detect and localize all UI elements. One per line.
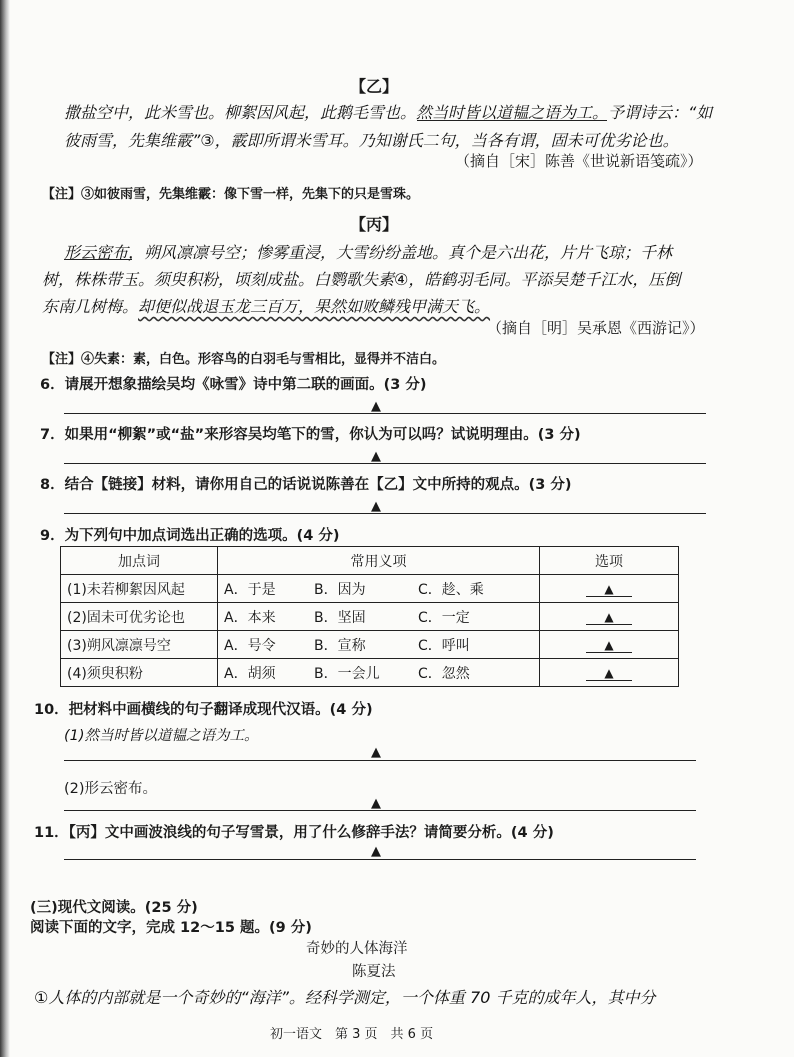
- answer-line-q10-2[interactable]: [64, 810, 696, 811]
- row-word: (3)朔风凛凛号空: [61, 631, 218, 659]
- section-3-title: (三)现代文阅读。(25 分): [30, 900, 198, 916]
- passage-yi-underline: [417, 120, 607, 121]
- question-7: 7．如果用“柳絮”或“盐”来形容吴均笔下的雪，你认为可以吗？试说明理由。(3 分): [40, 427, 581, 443]
- option-b: B．一会儿: [314, 665, 380, 682]
- answer-line-q11[interactable]: [64, 859, 696, 860]
- question-11: 11．【丙】文中画波浪线的句子写雪景，用了什么修辞手法？请简要分析。(4 分): [34, 825, 554, 841]
- question-10-part1: (1)然当时皆以道韫之语为工。: [64, 728, 259, 744]
- header-choice: 选项: [540, 547, 679, 575]
- row-options: [218, 575, 540, 603]
- passage-yi-heading: 【乙】: [350, 77, 399, 96]
- option-a: A．本来: [224, 609, 276, 626]
- question-6: 6．请展开想象描绘吴均《咏雪》诗中第二联的画面。(3 分): [40, 377, 427, 393]
- passage-bing-heading: 【丙】: [350, 215, 399, 234]
- answer-blank[interactable]: ▲: [586, 666, 632, 681]
- answer-mark-q10-1: ▲: [371, 745, 381, 760]
- passage-bing-underline: [64, 259, 132, 260]
- option-b: B．宣称: [314, 637, 366, 654]
- option-a: A．号令: [224, 637, 276, 654]
- row-choice[interactable]: [540, 659, 679, 687]
- options-table: [60, 546, 679, 687]
- answer-line-q6[interactable]: [64, 413, 706, 414]
- row-choice[interactable]: [540, 575, 679, 603]
- header-meanings: 常用义项: [218, 547, 540, 575]
- row-choice[interactable]: [540, 631, 679, 659]
- question-10-part2: (2)形云密布。: [64, 781, 158, 797]
- options-table-header: [61, 547, 679, 575]
- row-word: (4)须臾积粉: [61, 659, 218, 687]
- row-choice[interactable]: [540, 603, 679, 631]
- option-c: C．一定: [418, 609, 470, 626]
- passage-yi-source: （摘自［宋］陈善《世说新语笺疏》）: [455, 152, 703, 170]
- passage-bing-note: 【注】④失素：素，白色。形容鸟的白羽毛与雪相比，显得并不洁白。: [42, 352, 446, 367]
- passage-yi-line1-text: 撒盐空中，此米雪也。柳絮因风起，此鹅毛雪也。然当时皆以道韫之语为工。予谓诗云：“如: [64, 103, 713, 122]
- row-options: [218, 659, 540, 687]
- option-c: C．忽然: [418, 665, 470, 682]
- answer-blank[interactable]: ▲: [586, 582, 632, 597]
- passage-bing-source: （摘自［明］吴承恩《西游记》）: [487, 319, 705, 337]
- section-3-instruction: 阅读下面的文字，完成 12～15 题。(9 分): [30, 920, 312, 936]
- passage-yi-note: 【注】③如彼雨雪，先集维霰：像下雪一样，先集下的只是雪珠。: [42, 187, 420, 202]
- passage-bing-line3: [42, 294, 490, 317]
- row-word: (2)固未可优劣论也: [61, 603, 218, 631]
- page-footer: 初一语文 第 3 页 共 6 页: [270, 1027, 434, 1042]
- answer-blank[interactable]: ▲: [586, 638, 632, 653]
- question-8: 8．结合【链接】材料，请你用自己的话说说陈善在【乙】文中所持的观点。(3 分): [40, 477, 572, 493]
- article-author: 陈夏法: [352, 964, 396, 980]
- table-row: [61, 631, 679, 659]
- row-options: [218, 603, 540, 631]
- question-9: 9．为下列句中加点词选出正确的选项。(4 分): [40, 528, 340, 544]
- answer-mark-q11: ▲: [371, 844, 381, 859]
- table-row: [61, 659, 679, 687]
- question-10: 10．把材料中画横线的句子翻译成现代汉语。(4 分): [34, 702, 373, 718]
- option-b: B．因为: [314, 581, 366, 598]
- passage-bing-line1: 形云密布，朔风凛凛号空；惨雾重浸，大雪纷纷盖地。真个是六出花，片片飞琼；千林: [64, 243, 673, 262]
- answer-line-q8[interactable]: [64, 513, 706, 514]
- article-first-line: ①人体的内部就是一个奇妙的“海洋”。经科学测定，一个体重 70 千克的成年人，其中分: [34, 988, 656, 1007]
- passage-bing-line3-plain: 东南几树梅。: [42, 297, 139, 316]
- option-b: B．坚固: [314, 609, 366, 626]
- answer-mark-q8: ▲: [371, 499, 381, 514]
- header-word: 加点词: [61, 547, 218, 575]
- answer-mark-q6: ▲: [371, 399, 381, 414]
- option-c: C．呼叫: [418, 637, 470, 654]
- answer-mark-q7: ▲: [371, 449, 381, 464]
- passage-bing-line2: 树，株株带玉。须臾积粉，顷刻成盐。白鹦歌失素④，皓鹤羽毛同。平添吴楚千江水，压倒: [42, 270, 681, 289]
- passage-bing-wavy-sentence: 却便似战退玉龙三百万，果然如败鳞残甲满天飞。: [138, 297, 491, 316]
- passage-yi-line1: [64, 100, 712, 123]
- table-row: [61, 603, 679, 631]
- answer-line-q10-1[interactable]: [64, 760, 696, 761]
- answer-line-q7[interactable]: [64, 463, 706, 464]
- article-title: 奇妙的人体海洋: [306, 941, 408, 957]
- option-a: A．胡须: [224, 665, 276, 682]
- table-row: [61, 575, 679, 603]
- answer-mark-q10-2: ▲: [371, 796, 381, 811]
- binding-edge: [0, 0, 10, 1057]
- answer-blank[interactable]: ▲: [586, 610, 632, 625]
- option-a: A．于是: [224, 581, 276, 598]
- row-options: [218, 631, 540, 659]
- row-word: (1)未若柳絮因风起: [61, 575, 218, 603]
- option-c: C．趁、乘: [418, 581, 484, 598]
- passage-yi-line2: 彼雨雪，先集维霰”③，霰即所谓米雪耳。乃知谢氏二句，当各有谓，固未可优劣论也。: [64, 131, 679, 150]
